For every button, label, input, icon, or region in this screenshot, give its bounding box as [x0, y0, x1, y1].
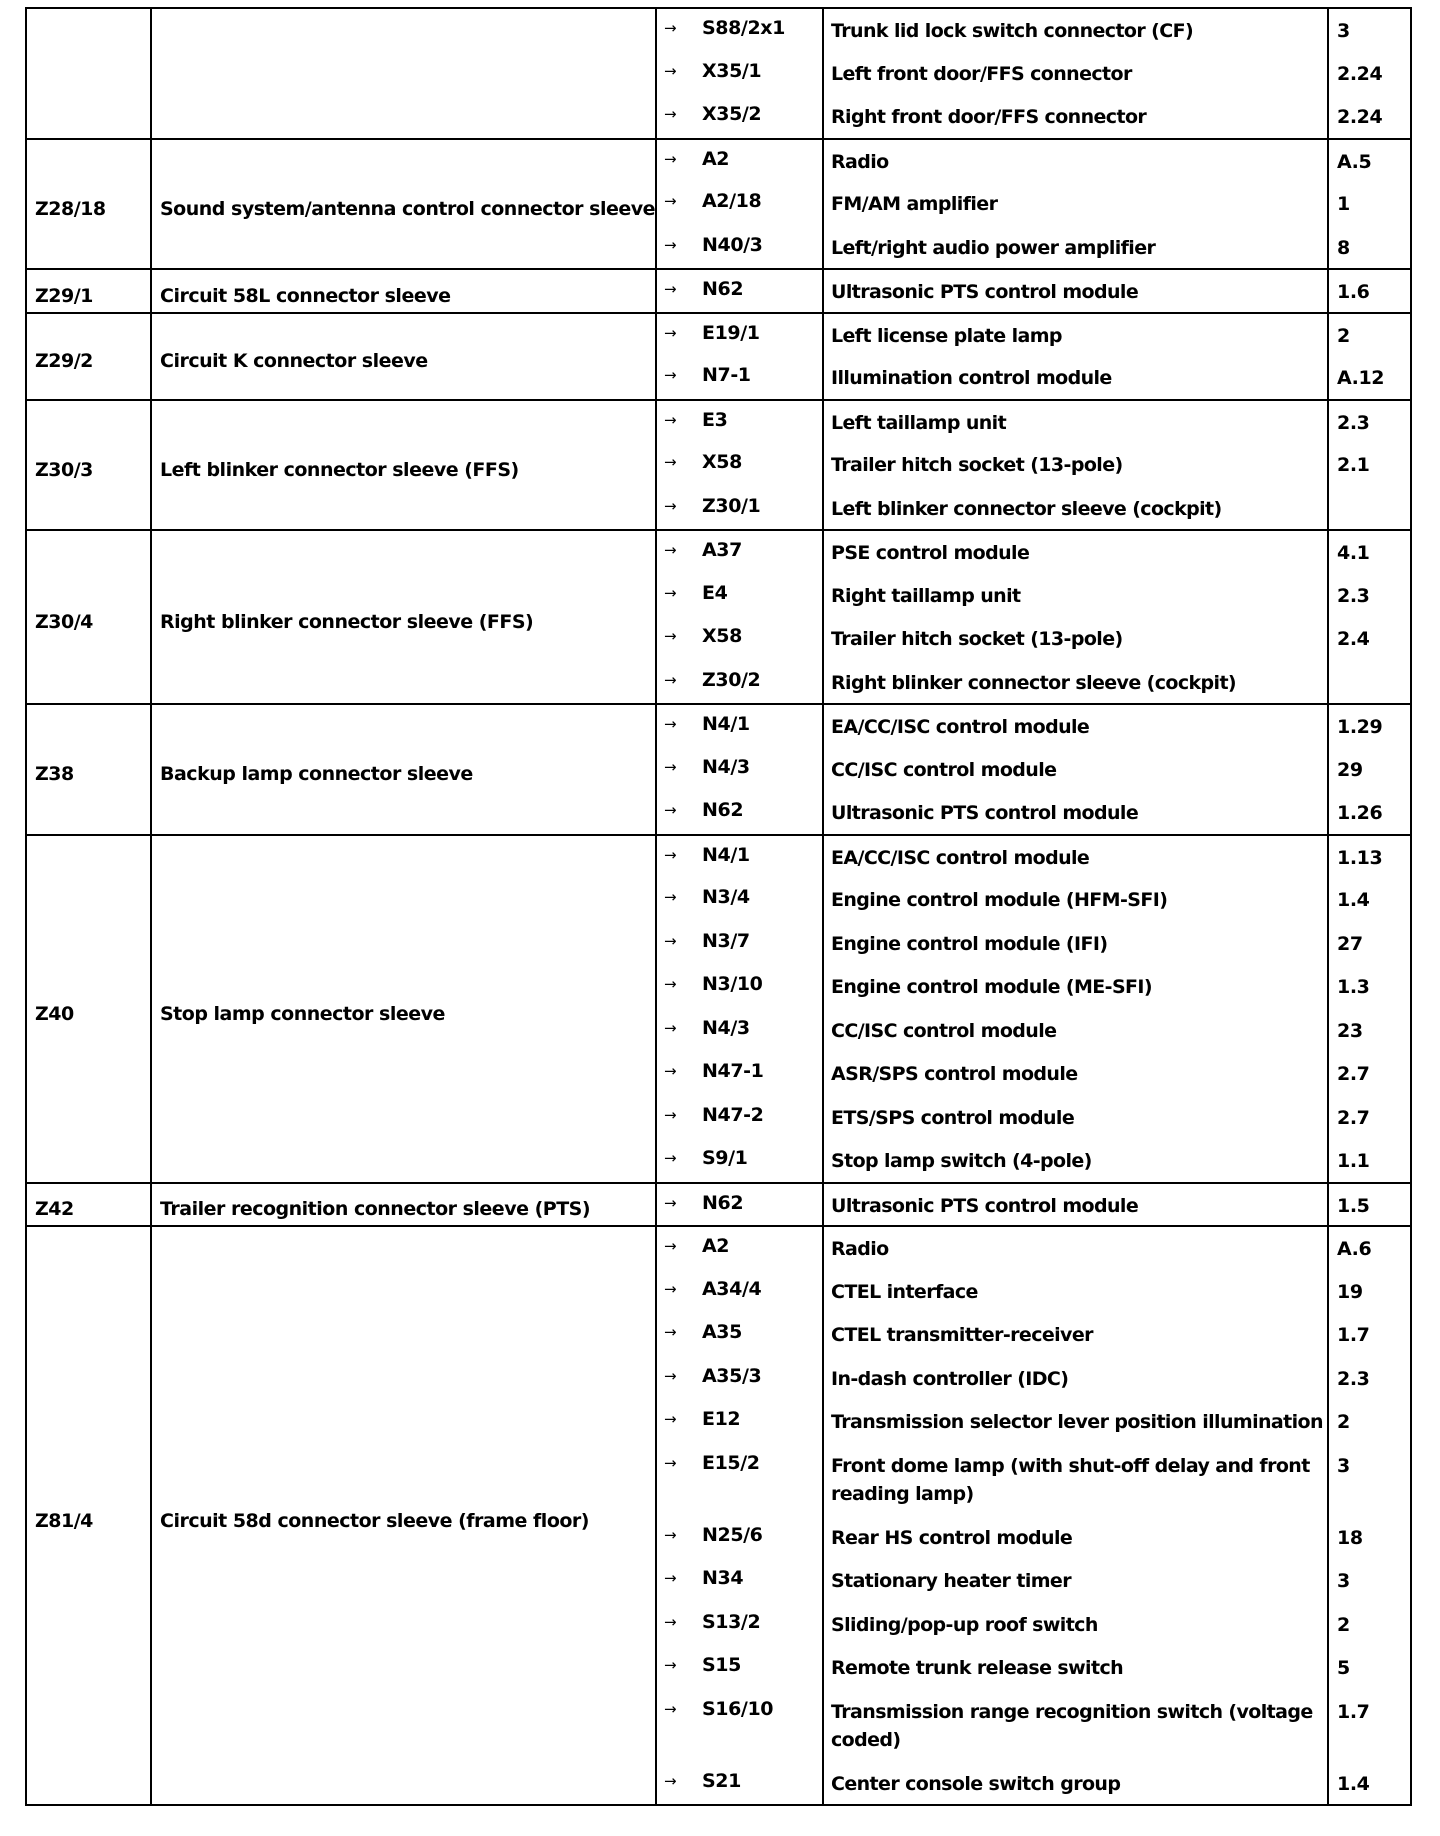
arrow-right-icon: →: [664, 1699, 677, 1718]
sleeve-description-cell: [151, 8, 656, 139]
component-code: E15/2: [702, 1451, 760, 1474]
arrow-right-icon: →: [664, 105, 677, 123]
page-reference-cell: 1.26: [1328, 791, 1411, 835]
table-row: [26, 1226, 1411, 1270]
component-description-cell: Left license plate lamp: [823, 313, 1328, 357]
component-code: N25/6: [702, 1523, 763, 1546]
arrow-right-icon: →: [664, 931, 677, 950]
component-code-cell: [656, 1313, 823, 1357]
page-reference-cell: 2.24: [1328, 52, 1411, 96]
component-code: N4/3: [702, 1016, 750, 1039]
component-code-cell: [656, 1139, 823, 1183]
page-reference-cell: 2.3: [1328, 574, 1411, 618]
page-reference-cell: 27: [1328, 922, 1411, 966]
component-description-cell: Right blinker connector sleeve (cockpit): [823, 661, 1328, 705]
component-description-cell: Ultrasonic PTS control module: [823, 269, 1328, 313]
component-code: A2: [702, 147, 730, 170]
sleeve-description-cell: Backup lamp connector sleeve: [151, 704, 656, 835]
component-code-cell: [656, 1226, 823, 1270]
component-code-cell: [656, 661, 823, 705]
component-code: A2/18: [702, 190, 762, 212]
component-description-cell: In-dash controller (IDC): [823, 1357, 1328, 1401]
page-reference-cell: 29: [1328, 748, 1411, 792]
page-reference-cell: 1.3: [1328, 965, 1411, 1009]
component-code-cell: [656, 1400, 823, 1444]
sleeve-id-cell: [26, 8, 151, 139]
page-reference-cell: 8: [1328, 226, 1411, 270]
arrow-right-icon: →: [664, 670, 677, 689]
page-reference-cell: 2.7: [1328, 1096, 1411, 1140]
component-code: Z30/2: [702, 668, 761, 691]
component-code: N40/3: [702, 233, 763, 256]
component-code: N7-1: [702, 364, 751, 386]
component-code-cell: [656, 226, 823, 270]
component-code: X35/2: [702, 103, 762, 125]
component-code-cell: [656, 1516, 823, 1560]
page-reference-cell: 1.7: [1328, 1313, 1411, 1357]
table-row: [26, 704, 1411, 748]
page-reference-cell: A.12: [1328, 356, 1411, 400]
component-description-cell: Illumination control module: [823, 356, 1328, 400]
page-reference-cell: 1.13: [1328, 835, 1411, 879]
component-code: S13/2: [702, 1610, 761, 1633]
table-row: [26, 400, 1411, 444]
component-code: N47-1: [702, 1060, 764, 1082]
arrow-right-icon: →: [664, 1018, 677, 1037]
component-code-cell: [656, 748, 823, 792]
component-description-cell: Trailer hitch socket (13-pole): [823, 443, 1328, 487]
component-code-cell: [656, 1096, 823, 1140]
page-reference-cell: 1.7: [1328, 1690, 1411, 1762]
component-description-cell: CTEL transmitter-receiver: [823, 1313, 1328, 1357]
component-description-cell: Front dome lamp (with shut-off delay and front reading lamp): [823, 1444, 1328, 1516]
component-code-cell: [656, 1270, 823, 1314]
arrow-right-icon: →: [664, 496, 677, 515]
component-code: N47-2: [702, 1103, 764, 1126]
component-description-cell: Engine control module (ME-SFI): [823, 965, 1328, 1009]
component-description-cell: ETS/SPS control module: [823, 1096, 1328, 1140]
component-description-cell: Right front door/FFS connector: [823, 95, 1328, 139]
page-reference-cell: [1328, 487, 1411, 531]
component-description-cell: Ultrasonic PTS control module: [823, 791, 1328, 835]
sleeve-id-cell: Z42: [26, 1183, 151, 1227]
component-code-cell: [656, 1646, 823, 1690]
page-reference-cell: 1.4: [1328, 878, 1411, 922]
sleeve-id-cell: Z30/4: [26, 530, 151, 704]
component-code: E12: [702, 1408, 741, 1430]
page-reference-cell: 3: [1328, 1444, 1411, 1516]
component-code: N4/1: [702, 843, 750, 866]
component-description-cell: CTEL interface: [823, 1270, 1328, 1314]
component-code-cell: [656, 95, 823, 139]
sleeve-id-cell: Z38: [26, 704, 151, 835]
component-description-cell: CC/ISC control module: [823, 1009, 1328, 1053]
component-code-cell: [656, 1183, 823, 1227]
component-code-cell: [656, 52, 823, 96]
component-description-cell: Trunk lid lock switch connector (CF): [823, 8, 1328, 52]
component-code: A35/3: [702, 1364, 762, 1387]
arrow-right-icon: →: [664, 280, 677, 298]
table-row: [26, 269, 1411, 313]
arrow-right-icon: →: [664, 235, 677, 254]
component-description-cell: Trailer hitch socket (13-pole): [823, 617, 1328, 661]
table-row: [26, 8, 1411, 52]
arrow-right-icon: →: [664, 1149, 677, 1167]
arrow-right-icon: →: [664, 1062, 677, 1080]
arrow-right-icon: →: [664, 1612, 677, 1631]
component-code-cell: [656, 617, 823, 661]
component-code: X58: [702, 451, 742, 473]
page-reference-cell: 3: [1328, 8, 1411, 52]
sleeve-description-cell: Circuit 58d connector sleeve (frame floor): [151, 1226, 656, 1805]
arrow-right-icon: →: [664, 1366, 677, 1385]
arrow-right-icon: →: [664, 757, 677, 776]
page-reference-cell: 1.4: [1328, 1762, 1411, 1806]
page-reference-cell: A.6: [1328, 1226, 1411, 1270]
page-reference-cell: 1.29: [1328, 704, 1411, 748]
component-code-cell: [656, 878, 823, 922]
page-reference-cell: 2: [1328, 313, 1411, 357]
component-code-cell: [656, 8, 823, 52]
component-description-cell: Engine control module (IFI): [823, 922, 1328, 966]
arrow-right-icon: →: [664, 1323, 677, 1341]
component-code: N34: [702, 1567, 744, 1589]
sleeve-description-cell: Circuit 58L connector sleeve: [151, 269, 656, 313]
page-reference-cell: 19: [1328, 1270, 1411, 1314]
component-description-cell: Rear HS control module: [823, 1516, 1328, 1560]
page-reference-cell: [1328, 661, 1411, 705]
component-code: S21: [702, 1769, 741, 1792]
component-code: A35: [702, 1321, 742, 1343]
component-code-cell: [656, 922, 823, 966]
component-code: X58: [702, 625, 742, 647]
arrow-right-icon: →: [664, 149, 677, 168]
sleeve-id-cell: Z81/4: [26, 1226, 151, 1805]
component-description-cell: Radio: [823, 1226, 1328, 1270]
component-code: A34/4: [702, 1277, 762, 1300]
component-code-cell: [656, 1762, 823, 1806]
component-code: Z30/1: [702, 494, 761, 517]
component-code-cell: [656, 313, 823, 357]
page-reference-cell: 2.24: [1328, 95, 1411, 139]
arrow-right-icon: →: [664, 888, 677, 906]
component-description-cell: PSE control module: [823, 530, 1328, 574]
page-reference-cell: 2: [1328, 1400, 1411, 1444]
page-reference-cell: 2.3: [1328, 1357, 1411, 1401]
arrow-right-icon: →: [664, 845, 677, 864]
arrow-right-icon: →: [664, 366, 677, 384]
component-code-cell: [656, 182, 823, 226]
sleeve-description-cell: Sound system/antenna control connector sleeve: [151, 139, 656, 270]
page-reference-cell: 5: [1328, 1646, 1411, 1690]
sleeve-id-cell: Z30/3: [26, 400, 151, 531]
component-code: N3/4: [702, 886, 750, 908]
component-code: N3/7: [702, 929, 750, 952]
component-code: N62: [702, 799, 744, 821]
component-code-cell: [656, 704, 823, 748]
component-code: E3: [702, 408, 728, 431]
page-reference-cell: 2.1: [1328, 443, 1411, 487]
table-body: [26, 8, 1411, 1805]
component-description-cell: Radio: [823, 139, 1328, 183]
component-code-cell: [656, 574, 823, 618]
component-code-cell: [656, 1357, 823, 1401]
component-description-cell: EA/CC/ISC control module: [823, 835, 1328, 879]
component-description-cell: FM/AM amplifier: [823, 182, 1328, 226]
component-description-cell: Left front door/FFS connector: [823, 52, 1328, 96]
page-reference-cell: 1.5: [1328, 1183, 1411, 1227]
component-code: S88/2x1: [702, 17, 785, 39]
component-code-cell: [656, 530, 823, 574]
component-code: E4: [702, 581, 728, 604]
sleeve-description-cell: Left blinker connector sleeve (FFS): [151, 400, 656, 531]
page-reference-cell: 2.4: [1328, 617, 1411, 661]
arrow-right-icon: →: [664, 1525, 677, 1544]
table-row: [26, 139, 1411, 183]
component-code-cell: [656, 1009, 823, 1053]
component-code-cell: [656, 487, 823, 531]
arrow-right-icon: →: [664, 192, 677, 210]
component-code-cell: [656, 139, 823, 183]
page-reference-cell: 2: [1328, 1603, 1411, 1647]
table-row: [26, 835, 1411, 879]
arrow-right-icon: →: [664, 1279, 677, 1298]
component-code-cell: [656, 269, 823, 313]
component-code: A37: [702, 539, 742, 561]
connector-sleeve-table: [25, 7, 1412, 1806]
sleeve-id-cell: Z29/2: [26, 313, 151, 400]
component-code-cell: [656, 1559, 823, 1603]
component-code: S9/1: [702, 1147, 748, 1169]
component-description-cell: ASR/SPS control module: [823, 1052, 1328, 1096]
component-code-cell: [656, 965, 823, 1009]
arrow-right-icon: →: [664, 1105, 677, 1124]
arrow-right-icon: →: [664, 541, 677, 559]
component-code-cell: [656, 356, 823, 400]
component-description-cell: Transmission selector lever position illumination: [823, 1400, 1328, 1444]
table-row: [26, 530, 1411, 574]
page-reference-cell: A.5: [1328, 139, 1411, 183]
sleeve-description-cell: Circuit K connector sleeve: [151, 313, 656, 400]
component-description-cell: Stop lamp switch (4-pole): [823, 1139, 1328, 1183]
sleeve-description-cell: Trailer recognition connector sleeve (PTS): [151, 1183, 656, 1227]
arrow-right-icon: →: [664, 583, 677, 602]
component-code-cell: [656, 1052, 823, 1096]
page-reference-cell: 2.7: [1328, 1052, 1411, 1096]
component-code-cell: [656, 1603, 823, 1647]
component-code: X35/1: [702, 59, 762, 82]
component-description-cell: Right taillamp unit: [823, 574, 1328, 618]
page-reference-cell: 3: [1328, 1559, 1411, 1603]
component-description-cell: EA/CC/ISC control module: [823, 704, 1328, 748]
page-reference-cell: 1: [1328, 182, 1411, 226]
component-code-cell: [656, 1444, 823, 1516]
component-description-cell: Left taillamp unit: [823, 400, 1328, 444]
sleeve-description-cell: Stop lamp connector sleeve: [151, 835, 656, 1183]
component-code: N62: [702, 1191, 744, 1214]
document-page: [25, 7, 1410, 1806]
table-row: [26, 1183, 1411, 1227]
component-description-cell: Remote trunk release switch: [823, 1646, 1328, 1690]
arrow-right-icon: →: [664, 1193, 677, 1212]
component-code-cell: [656, 1690, 823, 1762]
component-description-cell: Stationary heater timer: [823, 1559, 1328, 1603]
component-code-cell: [656, 400, 823, 444]
component-description-cell: Engine control module (HFM-SFI): [823, 878, 1328, 922]
component-code: N4/1: [702, 713, 750, 735]
component-code-cell: [656, 835, 823, 879]
sleeve-id-cell: Z28/18: [26, 139, 151, 270]
arrow-right-icon: →: [664, 1569, 677, 1587]
arrow-right-icon: →: [664, 715, 677, 733]
page-reference-cell: 23: [1328, 1009, 1411, 1053]
table-row: [26, 313, 1411, 357]
component-code: S16/10: [702, 1697, 774, 1720]
component-description-cell: Transmission range recognition switch (voltage coded): [823, 1690, 1328, 1762]
arrow-right-icon: →: [664, 1771, 677, 1790]
arrow-right-icon: →: [664, 975, 677, 993]
component-code: E19/1: [702, 321, 760, 344]
arrow-right-icon: →: [664, 1410, 677, 1428]
component-code: N3/10: [702, 973, 763, 995]
page-reference-cell: 2.3: [1328, 400, 1411, 444]
component-code-cell: [656, 443, 823, 487]
component-code: N62: [702, 278, 744, 300]
arrow-right-icon: →: [664, 61, 677, 80]
component-description-cell: Sliding/pop-up roof switch: [823, 1603, 1328, 1647]
component-code: A2: [702, 1235, 730, 1257]
sleeve-id-cell: Z40: [26, 835, 151, 1183]
component-description-cell: Left blinker connector sleeve (cockpit): [823, 487, 1328, 531]
component-code-cell: [656, 791, 823, 835]
component-description-cell: Center console switch group: [823, 1762, 1328, 1806]
sleeve-id-cell: Z29/1: [26, 269, 151, 313]
page-reference-cell: 4.1: [1328, 530, 1411, 574]
arrow-right-icon: →: [664, 627, 677, 645]
arrow-right-icon: →: [664, 801, 677, 819]
component-code: N4/3: [702, 755, 750, 778]
component-description-cell: Ultrasonic PTS control module: [823, 1183, 1328, 1227]
arrow-right-icon: →: [664, 453, 677, 471]
arrow-right-icon: →: [664, 1237, 677, 1255]
component-description-cell: CC/ISC control module: [823, 748, 1328, 792]
page-reference-cell: 18: [1328, 1516, 1411, 1560]
page-reference-cell: 1.1: [1328, 1139, 1411, 1183]
page-reference-cell: 1.6: [1328, 269, 1411, 313]
arrow-right-icon: →: [664, 410, 677, 429]
sleeve-description-cell: Right blinker connector sleeve (FFS): [151, 530, 656, 704]
arrow-right-icon: →: [664, 1453, 677, 1472]
component-code: S15: [702, 1654, 741, 1676]
arrow-right-icon: →: [664, 19, 677, 37]
component-description-cell: Left/right audio power amplifier: [823, 226, 1328, 270]
arrow-right-icon: →: [664, 323, 677, 342]
arrow-right-icon: →: [664, 1656, 677, 1674]
